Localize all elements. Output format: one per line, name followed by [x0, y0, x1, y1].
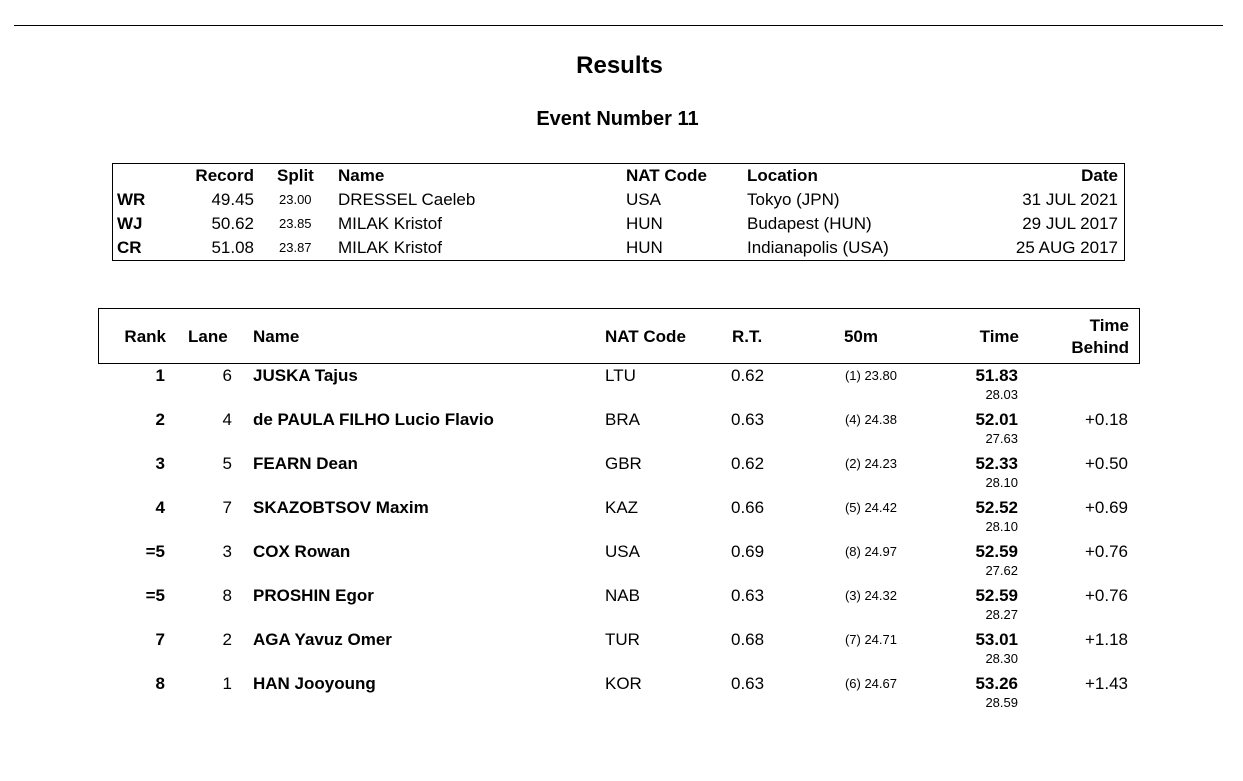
record-row — [113, 212, 1124, 236]
result-split-50m: (8) 24.97 — [844, 544, 897, 559]
results-header-name: Name — [253, 327, 300, 346]
record-date: 25 AUG 2017 — [1015, 238, 1118, 257]
top-rule — [14, 25, 1223, 26]
record-location: Indianapolis (USA) — [747, 238, 889, 257]
record-holder-name: DRESSEL Caeleb — [338, 190, 476, 209]
result-lap-time: 28.10 — [985, 519, 1018, 534]
result-row — [0, 630, 1243, 674]
record-nat: HUN — [626, 238, 663, 257]
result-lap-time: 28.03 — [985, 387, 1018, 402]
record-time: 49.45 — [211, 190, 254, 209]
results-header-time-behind-line2: Behind — [1071, 338, 1129, 357]
result-split-50m: (6) 24.67 — [844, 676, 897, 691]
result-rank: 1 — [155, 366, 165, 385]
record-nat: USA — [626, 190, 661, 209]
result-name: HAN Jooyoung — [253, 674, 376, 693]
result-lane: 6 — [222, 366, 232, 385]
result-name: de PAULA FILHO Lucio Flavio — [253, 410, 494, 429]
records-header-split: Split — [277, 166, 314, 185]
result-time: 52.59 — [975, 542, 1018, 561]
result-row — [0, 454, 1243, 498]
result-lane: 2 — [222, 630, 232, 649]
result-lane: 5 — [222, 454, 232, 473]
record-row — [113, 236, 1124, 260]
result-nat: GBR — [605, 454, 642, 473]
result-nat: KOR — [605, 674, 642, 693]
result-time-behind: +0.69 — [1084, 498, 1128, 517]
result-rank: 3 — [155, 454, 165, 473]
record-location: Budapest (HUN) — [747, 214, 872, 233]
result-rank: 7 — [155, 630, 165, 649]
records-header-nat: NAT Code — [626, 166, 707, 185]
result-nat: NAB — [605, 586, 640, 605]
results-header-50m: 50m — [843, 327, 878, 346]
result-time: 52.59 — [975, 586, 1018, 605]
result-lane: 1 — [222, 674, 232, 693]
results-header-nat: NAT Code — [605, 327, 686, 346]
records-header-row — [113, 164, 1124, 188]
result-name: JUSKA Tajus — [253, 366, 358, 385]
result-time: 52.33 — [975, 454, 1018, 473]
result-nat: TUR — [605, 630, 640, 649]
result-time: 53.01 — [975, 630, 1018, 649]
result-nat: USA — [605, 542, 640, 561]
result-name: AGA Yavuz Omer — [253, 630, 392, 649]
result-split-50m: (5) 24.42 — [844, 500, 897, 515]
record-date: 29 JUL 2017 — [1022, 214, 1118, 233]
records-header-date: Date — [1081, 166, 1118, 185]
result-row — [0, 366, 1243, 410]
result-lap-time: 28.30 — [985, 651, 1018, 666]
records-header-location: Location — [747, 166, 818, 185]
result-rank: =5 — [145, 586, 165, 605]
result-nat: KAZ — [605, 498, 639, 517]
result-lap-time: 28.27 — [985, 607, 1018, 622]
result-time: 52.52 — [975, 498, 1018, 517]
result-nat: BRA — [605, 410, 640, 429]
result-rank: =5 — [145, 542, 165, 561]
record-type: WR — [117, 190, 146, 209]
record-split: 23.87 — [279, 240, 312, 255]
record-holder-name: MILAK Kristof — [338, 214, 442, 233]
record-type: CR — [117, 238, 142, 257]
result-time: 53.26 — [975, 674, 1018, 693]
result-reaction-time: 0.62 — [731, 454, 765, 473]
results-header-time: Time — [979, 327, 1019, 346]
result-name: PROSHIN Egor — [253, 586, 374, 605]
results-header-rank: Rank — [124, 327, 166, 346]
record-location: Tokyo (JPN) — [747, 190, 840, 209]
records-header-record: Record — [195, 166, 254, 185]
result-lap-time: 28.10 — [985, 475, 1018, 490]
result-lap-time: 27.63 — [985, 431, 1018, 446]
result-row — [0, 586, 1243, 630]
record-row — [113, 188, 1124, 212]
result-name: FEARN Dean — [253, 454, 358, 473]
result-row — [0, 410, 1243, 454]
result-row — [0, 542, 1243, 586]
record-nat: HUN — [626, 214, 663, 233]
results-header-rt: R.T. — [732, 327, 763, 346]
result-reaction-time: 0.68 — [731, 630, 765, 649]
result-lane: 3 — [222, 542, 232, 561]
result-lap-time: 27.62 — [985, 563, 1018, 578]
record-time: 50.62 — [211, 214, 254, 233]
result-split-50m: (4) 24.38 — [844, 412, 897, 427]
result-time-behind: +1.18 — [1084, 630, 1128, 649]
result-time: 51.83 — [975, 366, 1018, 385]
records-table — [112, 163, 1125, 261]
result-split-50m: (3) 24.32 — [844, 588, 897, 603]
result-time-behind: +0.76 — [1084, 586, 1128, 605]
record-holder-name: MILAK Kristof — [338, 238, 442, 257]
result-split-50m: (1) 23.80 — [844, 368, 897, 383]
result-reaction-time: 0.63 — [731, 674, 765, 693]
result-name: SKAZOBTSOV Maxim — [253, 498, 429, 517]
result-nat: LTU — [605, 366, 636, 385]
result-time-behind: +1.43 — [1084, 674, 1128, 693]
result-lap-time: 28.59 — [985, 695, 1018, 710]
record-time: 51.08 — [211, 238, 254, 257]
result-rank: 2 — [155, 410, 165, 429]
result-rank: 4 — [155, 498, 165, 517]
result-lane: 7 — [222, 498, 232, 517]
result-time-behind: +0.18 — [1084, 410, 1128, 429]
result-name: COX Rowan — [253, 542, 351, 561]
record-type: WJ — [117, 214, 143, 233]
results-header-lane: Lane — [188, 327, 228, 346]
result-reaction-time: 0.66 — [731, 498, 765, 517]
result-time-behind: +0.76 — [1084, 542, 1128, 561]
record-date: 31 JUL 2021 — [1022, 190, 1118, 209]
result-lane: 4 — [222, 410, 232, 429]
result-reaction-time: 0.62 — [731, 366, 765, 385]
result-rank: 8 — [155, 674, 165, 693]
result-row — [0, 498, 1243, 542]
record-split: 23.00 — [279, 192, 312, 207]
event-title: Event Number 11 — [536, 108, 699, 130]
result-time: 52.01 — [975, 410, 1018, 429]
result-split-50m: (2) 24.23 — [844, 456, 897, 471]
result-reaction-time: 0.69 — [731, 542, 765, 561]
page-title: Results — [576, 52, 663, 79]
result-time-behind: +0.50 — [1084, 454, 1128, 473]
result-lane: 8 — [222, 586, 232, 605]
records-header-name: Name — [338, 166, 385, 185]
result-split-50m: (7) 24.71 — [844, 632, 897, 647]
record-split: 23.85 — [279, 216, 312, 231]
result-reaction-time: 0.63 — [731, 586, 765, 605]
result-reaction-time: 0.63 — [731, 410, 765, 429]
results-header-time-behind-line1: Time — [1089, 316, 1129, 335]
result-row — [0, 674, 1243, 718]
results-header — [98, 308, 1140, 364]
